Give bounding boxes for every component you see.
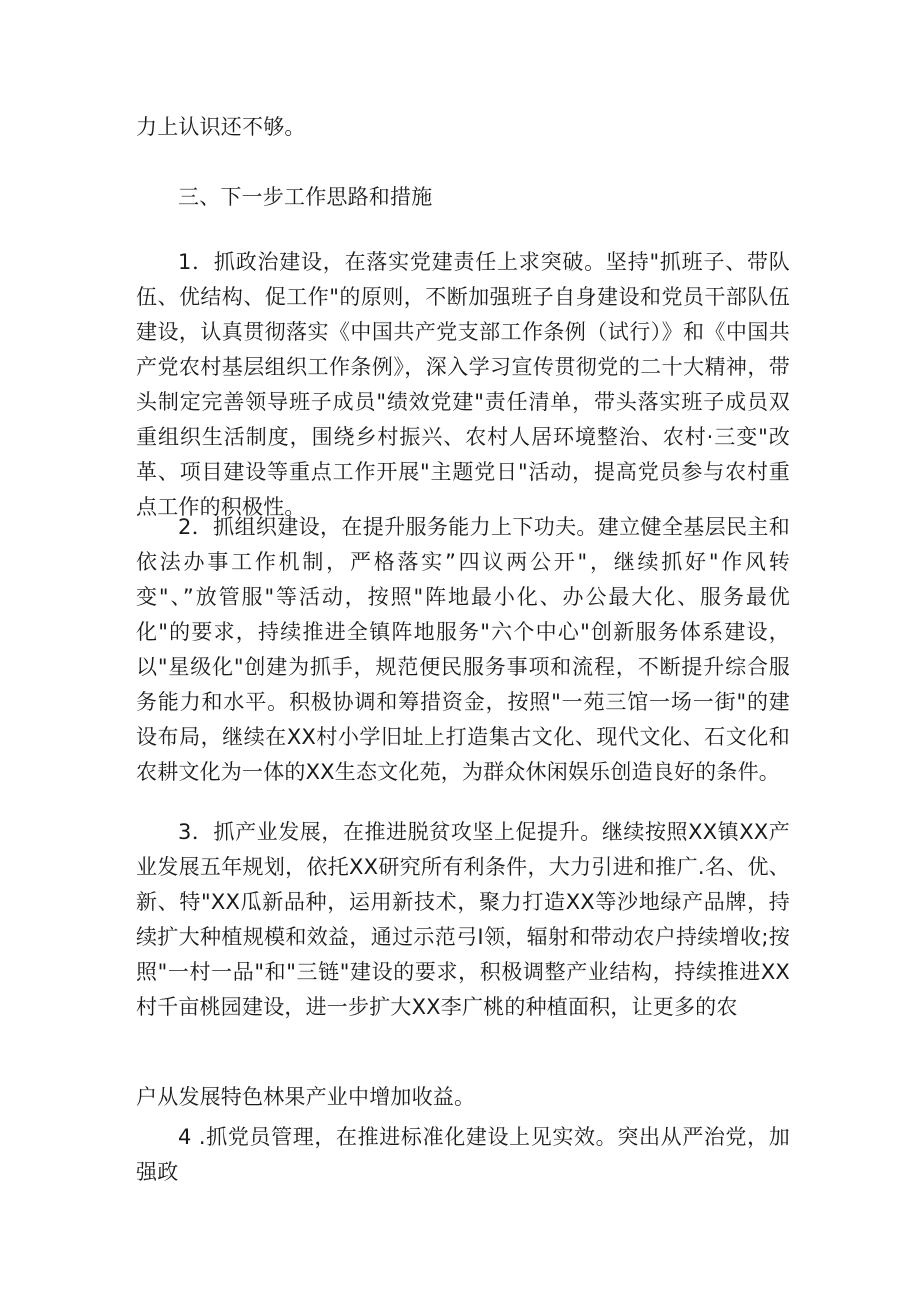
paragraph-item-3-part-2: 户从发展特色林果产业中增加收益。	[136, 1085, 476, 1109]
section-heading: 三、下一步工作思路和措施	[178, 185, 433, 209]
paragraph-item-1: 1．抓政治建设，在落实党建责任上求突破。坚持"抓班子、带队伍、优结构、促工作"的原则，不断加强班子自身建设和党员干部队伍建设，认真贯彻落实《中国共产党支部工作条例（试行）》和《中国共产党农村基层组织工作条例》，深入学习宣传贯彻党的二十大精神，带头制定完善领导班子成员"绩效党建"责任清单，带头落实班子成员双重组织生活制度，围绕乡村振兴、农村人居环境整治、农村·三变"改革、项目建设等重点工作开展"主题党日"活动，提高党员参与农村重点工作的积极性。	[136, 250, 790, 519]
paragraph-item-2: 2．抓组织建设，在提升服务能力上下功夫。建立健全基层民主和依法办事工作机制，严格落实”四议两公开"，继续抓好"作风转变"、”放管服"等活动，按照"阵地最小化、办公最大化、服务最优化"的要求，持续推进全镇阵地服务"六个中心"创新服务体系建设，以"星级化"创建为抓手，规范便民服务事项和流程，不断提升综合服务能力和水平。积极协调和筹措资金，按照"一苑三馆一场一街"的建设布局，继续在XX村小学旧址上打造集古文化、现代文化、石文化和农耕文化为一体的XX生态文化苑，为群众休闲娱乐创造良好的条件。	[136, 515, 790, 784]
paragraph-continued: 力上认识还不够。	[136, 115, 306, 139]
paragraph-item-4: 4 .抓党员管理，在推进标准化建设上见实效。突出从严治党，加强政	[136, 1125, 790, 1184]
paragraph-item-3-part-1: 3．抓产业发展，在推进脱贫攻坚上促提升。继续按照XX镇XX产业发展五年规划，依托XX研究所有利条件，大力引进和推广.名、优、新、特"XX瓜新品种，运用新技术，聚力打造XX等沙地绿产品牌，持续扩大种植规模和效益，通过示范弓I领，辐射和带动农户持续增收;按照"一村一品"和"三链"建设的要求，积极调整产业结构，持续推进XX村千亩桃园建设，进一步扩大XX李广桃的种植面积，让更多的农	[136, 820, 790, 1019]
